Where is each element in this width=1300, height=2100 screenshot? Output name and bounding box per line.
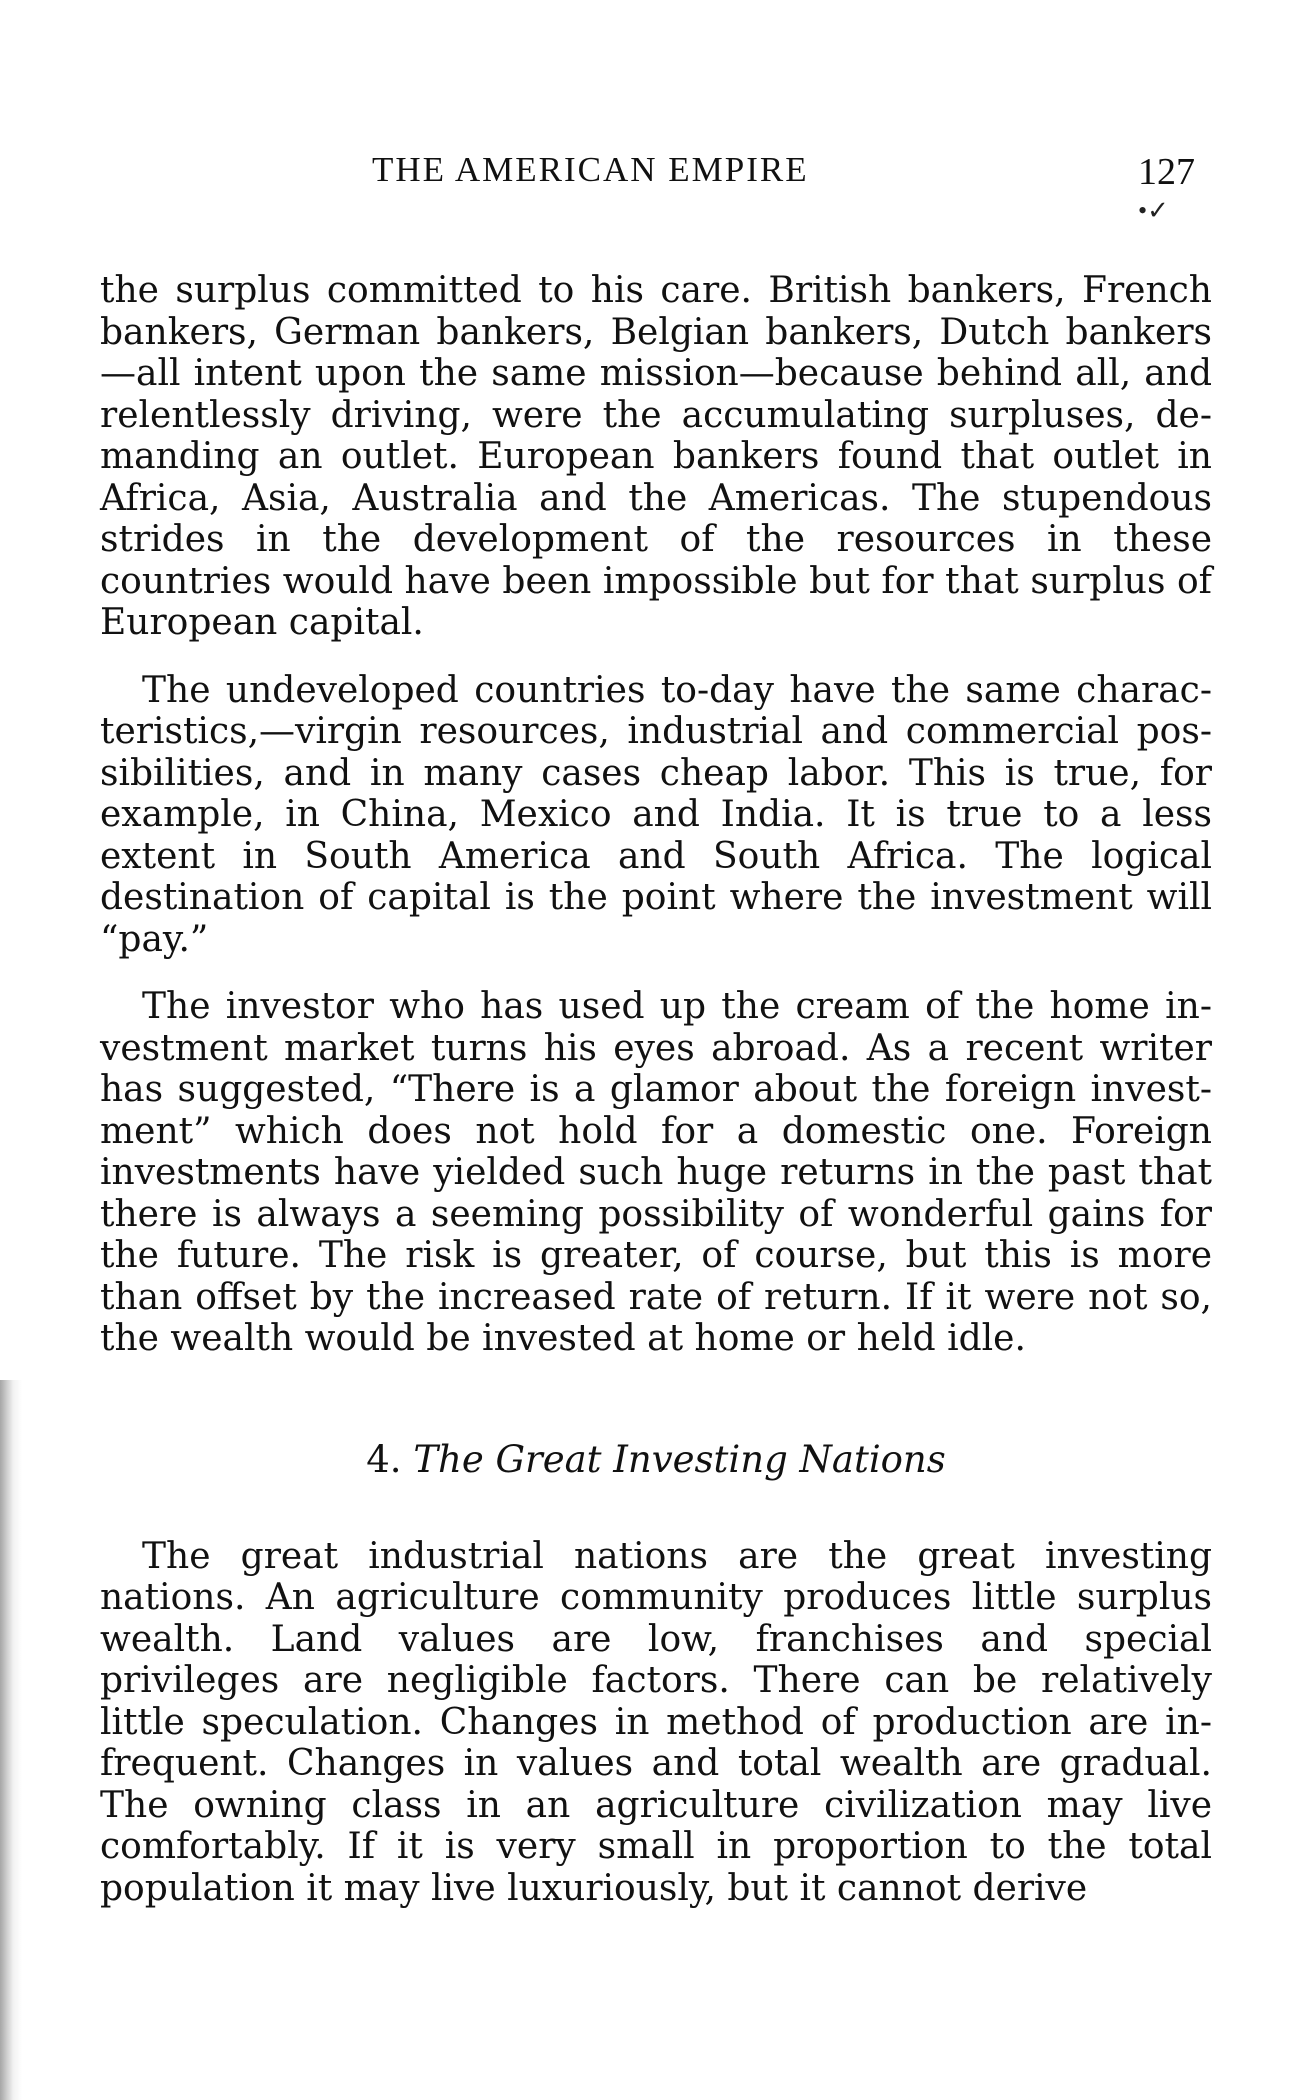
section-title: The Great Investing Nations bbox=[413, 1437, 946, 1481]
running-title: THE AMERICAN EMPIRE bbox=[372, 150, 809, 189]
handwritten-check-mark: •✓ bbox=[1138, 196, 1169, 225]
running-header bbox=[0, 150, 1300, 225]
section-number: 4. bbox=[366, 1437, 402, 1481]
paragraph-undeveloped-countries: The undeveloped countries to-day have the same characteristics,—virgin resources, industrial and commercial possibilities, and in many cases cheap labor. This is true, for example, in China, Mexico and India. It is true to a less extent in South America and South Africa. The logical destination of capital is the point where the investment will “pay.” bbox=[100, 669, 1212, 960]
body-text bbox=[100, 270, 1212, 1935]
scan-shadow-edge bbox=[0, 1380, 22, 2100]
page-number: 127 bbox=[1138, 151, 1195, 193]
section-heading bbox=[100, 1438, 1212, 1482]
paragraph-investor: The investor who has used up the cream of the home investment market turns his eyes abroad. As a recent writer has suggested, “There is a glamor about the foreign investment” which does not hold for a domestic one. Foreign investments have yielded such huge returns in the past that there is always a seeming possibility of wonderful gains for the future. The risk is greater, of course, but this is more than offset by the increased rate of return. If it were not so, the wealth would be invested at home or held idle. bbox=[100, 986, 1212, 1359]
paragraph-industrial-nations: The great industrial nations are the great investing nations. An agriculture community produces little surplus wealth. Land values are low, franchises and special privileges are negligible factors. There can be relatively little speculation. Changes in method of production are infrequent. Changes in values and total wealth are gradual. The owning class in an agriculture civilization may live comfortably. If it is very small in proportion to the total population it may live luxuriously, but it cannot derive bbox=[100, 1535, 1212, 1909]
paragraph-continuation: the surplus committed to his care. British bankers, French bankers, German bankers, Belgian bankers, Dutch bankers—all intent upon the same mission—because behind all, and relentlessly driving, were the accumulating surpluses, demanding an outlet. European bankers found that outlet in Africa, Asia, Australia and the Americas. The stupendous strides in the development of the resources in these countries would have been impossible but for that surplus of European capital. bbox=[100, 270, 1212, 643]
